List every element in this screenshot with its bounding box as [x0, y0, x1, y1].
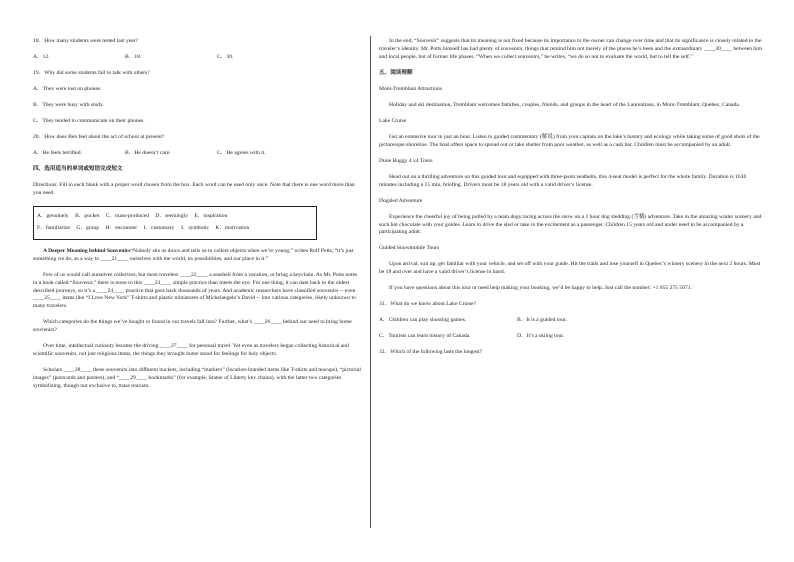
word-choice: F．familiarize [37, 224, 70, 231]
attraction-heading: Lake Cruise [379, 117, 407, 124]
attraction-text: Experience the cheerful joy of being pulled by a team dogs racing across the snow on a 1 hour dog sledding (雪橇) adventure. Take in the amazing winter scenery and such hot chocolate with your guides. Learn to drive the sled or take in the excitement as a passenger. Children 15 years old and under need to be accompanied by a participating adult. [379, 213, 762, 236]
question-31-options [379, 317, 765, 325]
reading-intro: Holiday and ski destination, Tremblant welcomes families, couples, friends, and groups in the heart of the Laurentians, in Mont-Tremblant, Quebec, Canada. [389, 101, 741, 108]
option: C．Tourists can learn history of Canada. [379, 333, 471, 340]
question-19: 19．Why did some students fail to talk with others? [33, 70, 150, 76]
passage-paragraph: Scholars ____28____ these souvenirs into different buckets, including “markers” (location-branded items like T-shirts and teacups), “pictorial images” (postcards and posters), and “____29____ bookmarks” (for example, Statue of Liberty key chains), with the latter two categories symbolizing, though not exclusive to, mass tourism. [33, 367, 361, 389]
word-choice: K．motivation [215, 224, 250, 231]
question-32: 32．Which of the following lasts the longest? [379, 349, 483, 356]
question-31-options [379, 333, 765, 341]
attraction-heading: Guided Snowmobile Tours [379, 245, 440, 252]
word-choice: D．seemingly [155, 212, 189, 219]
option: A．12. [33, 54, 50, 60]
passage-paragraph: In the end, “Souvenir” suggests that its meaning is not fixed because its importance to the owner can change over time and that its significance is closely related to the traveler’s identity. Mr. Potts himself has had plenty of souvenirs, things that remind him not merely of the places he’s been and the extraordinary ____30____ between him and local people, but of former life phases. “When we collect souvenirs,” he writes, “we do so not to evaluate the world, but to tell the self.” [379, 38, 763, 60]
option: D．It’s a skiing tour. [517, 333, 565, 340]
passage-paragraph [33, 248, 361, 264]
word-choice: J．symbolic [180, 224, 209, 231]
word-choice: G．group [76, 224, 100, 231]
option: C．He agrees with it. [217, 150, 266, 156]
question-31: 31．What do we know about Lake Cruise? [379, 301, 476, 308]
attraction-heading: Dogsled Adventure [379, 197, 423, 204]
passage-title: A Deeper Meaning behind Souvenirs [43, 247, 131, 254]
right-column [379, 38, 765, 365]
word-choice: A．genuinely [37, 212, 69, 219]
reading-title: Mont-Tremblant Attractions [379, 85, 443, 92]
left-column [33, 38, 361, 399]
option: A．They were lost on phones. [33, 86, 102, 92]
passage-paragraph: Few of us would call ourselves collectors, but most travelers ____22____ a seashell from a vacation, or bring a keychain. As Mr. Potts notes in a book called “Souvenir,” there is more to this ____23____ simple practice than meets the eye. For one thing, it can date back to the oldest described journeys, so it’s a ____24____ practice that goes back thousands of years. And academic researchers have classified souvenirs -- even ____25____ items like “I Love New York” T-shirts and plastic miniatures of Michelangelo’s David -- into various categories, likely unknown to many travelers. [33, 271, 358, 310]
attraction-text: Head out on a thrilling adventure on this guided tour and equipped with three-point seatbelts, this 4-seat model is perfect for the whole family. Duration is 1h30 minutes including a 15 min, briefing. Drivers must be 18 years old with a valid driver’s license. [379, 173, 747, 188]
question-20: 20．How does Ben feel about the act of school at present? [33, 134, 165, 140]
contact-text: If you have questions about this tour or need help making your booking, we’d be happy to help. Just call the number: +1 855 275 5071. [389, 285, 692, 292]
passage-text: “Nobody sits us down and tells us to collect objects when we’re young,” writes Rolf Potts, “it’s just something we do, as a way to ____21____ ourselves with the world, its possibilities, and our place in it.” [33, 247, 354, 262]
option: B．18. [125, 54, 142, 60]
word-choice: B．pocket [75, 212, 100, 219]
passage-paragraph: Which categories do the things we’ve bought or found in our travels fall into? Further, what’s ____26____ behind our need to bring home souvenirs? [33, 319, 352, 334]
question-20-options [33, 150, 361, 158]
attraction-text: Get an extensive tour in just an hour. Listen to guided commentary (解说) from your captain on the lake’s history and ecology while taking some of good shots of the picturesque shoreline. The boat offers space to spread out or take shelter from poor weather, as well as a cash bar. Children must be accompanied by an adult. [379, 133, 760, 148]
word-box-row [37, 213, 313, 221]
word-box-row [37, 225, 313, 233]
word-choice: H．encounter [105, 224, 138, 231]
section-five-heading: 五、阅读理解 [379, 69, 413, 76]
option: A．Children can play shooting games. [379, 317, 467, 324]
attraction-text: Upon arrival, suit up, get familiar with your vehicle, and set off with your guide. Hit the trails and lose yourself in Quebec’s wintery scenery in the next 2 hours. Must be 18 and over and have a valid driver’s license in hand. [379, 261, 761, 276]
section-four-heading: 四、选用适当的单词或短语完成短文 [33, 166, 123, 172]
attraction-heading: Dune Buggy 4 x4 Tours [379, 157, 433, 164]
option: C．30. [217, 54, 234, 60]
directions: Directions: Fill in each blank with a proper word chosen from the box. Each word can be used only once. Note that there is one word more than you need. [33, 182, 355, 196]
word-choice: C．mass-produced [105, 212, 149, 219]
passage-paragraph: Over time, intellectual curiosity became the driving ____27____ for personal travel. Yet even as travelers began collecting historical and scientific souvenirs, not just religious items, the things they brought home stood for feelings for holy objects. [33, 343, 349, 358]
question-18: 18．How many students were tested last year? [33, 38, 139, 44]
word-box [33, 206, 317, 240]
option: B．They were busy with study. [33, 102, 104, 108]
word-choice: E．inspiration [194, 212, 228, 219]
option: C．They tended to communicate on their phones. [33, 118, 145, 124]
word-choice: I．customary [143, 224, 175, 231]
option: B．He doesn’t care. [125, 150, 171, 156]
question-18-options [33, 54, 361, 62]
column-divider [370, 36, 371, 528]
option: A．He feels terrified. [33, 150, 82, 156]
option: B．It is a guided tour. [517, 317, 567, 324]
